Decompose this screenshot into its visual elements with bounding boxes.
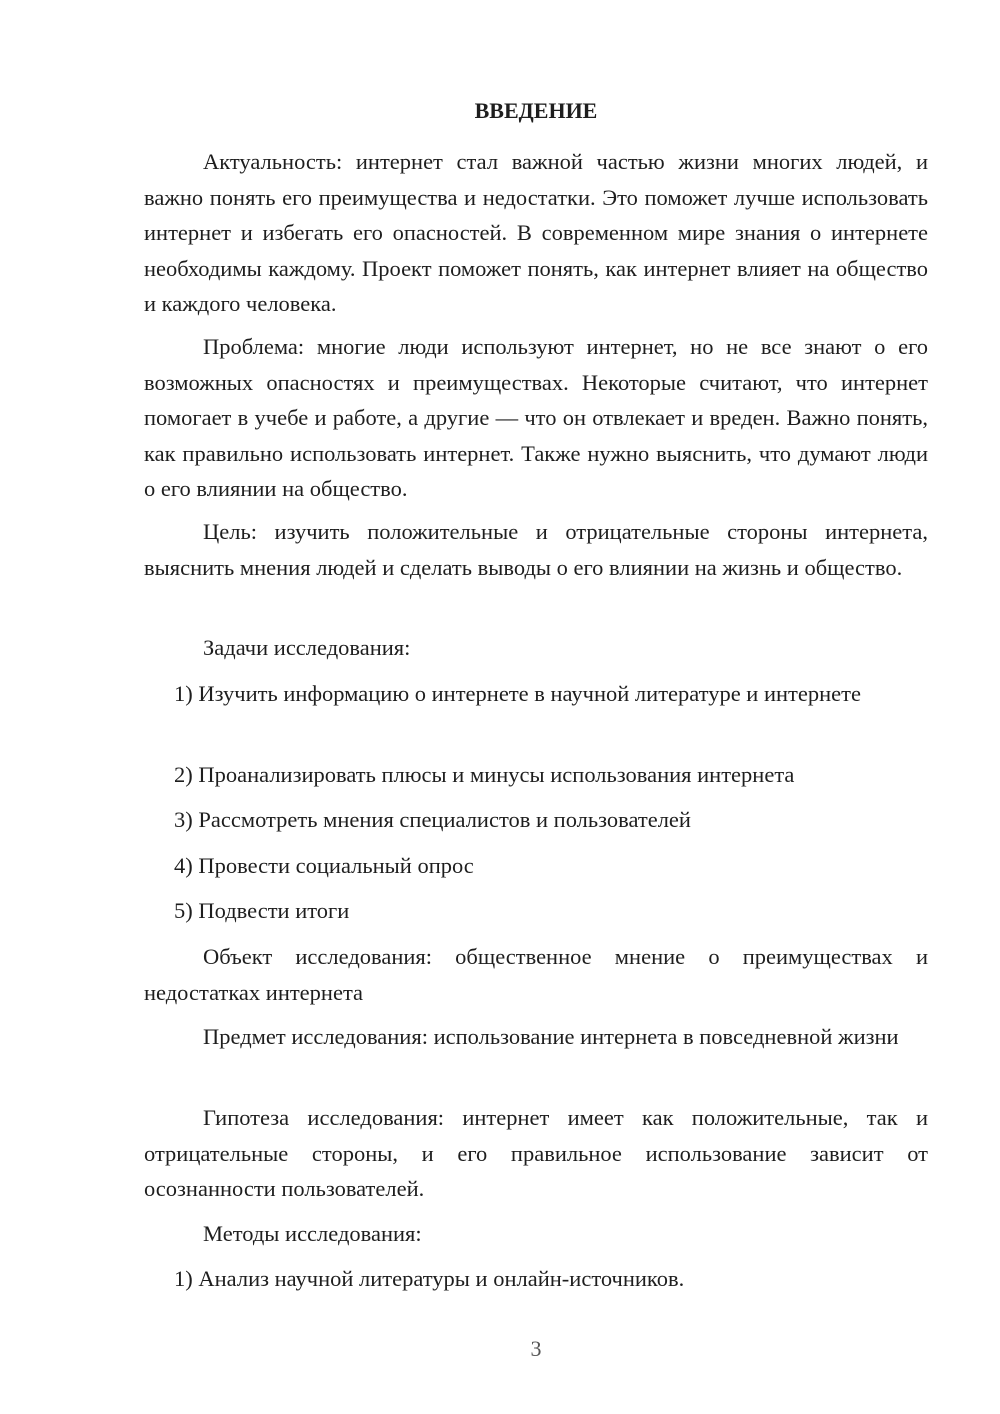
method-item-1: 1) Анализ научной литературы и онлайн-источников. xyxy=(174,1266,685,1291)
section-title: ВВЕДЕНИЕ xyxy=(474,98,598,123)
goal-paragraph: Цель: изучить положительные и отрицательные стороны интернета, выяснить мнения людей и сделать выводы о его влиянии на жизнь и общество. xyxy=(144,519,928,580)
subject-paragraph: Предмет исследования: использование интернета в повседневной жизни xyxy=(203,1024,899,1049)
object-paragraph: Объект исследования: общественное мнение о преимуществах и недостатках интернета xyxy=(144,944,928,1005)
problem-paragraph: Проблема: многие люди используют интернет, но не все знают о его возможных опасностях и преимуществах. Некоторые считают, что интернет помогает в учебе и работе, а другие — что он отвлекает и вреден. Важно понять, как правильно использовать интернет. Также нужно выяснить, что думают люди о его влиянии на общество. xyxy=(144,334,928,501)
methods-heading: Методы исследования: xyxy=(203,1221,422,1246)
task-item-4: 4) Провести социальный опрос xyxy=(174,853,474,878)
page-number: 3 xyxy=(530,1336,542,1361)
task-item-5: 5) Подвести итоги xyxy=(174,898,350,923)
relevance-paragraph: Актуальность: интернет стал важной частью жизни многих людей, и важно понять его преимущества и недостатки. Это поможет лучше использовать интернет и избегать его опасностей. В современном мире знания о интернете необходимы каждому. Проект поможет понять, как интернет влияет на общество и каждого человека. xyxy=(144,149,928,316)
tasks-heading: Задачи исследования: xyxy=(203,635,411,660)
task-item-2: 2) Проанализировать плюсы и минусы использования интернета xyxy=(174,762,795,787)
hypothesis-paragraph: Гипотеза исследования: интернет имеет как положительные, так и отрицательные стороны, и его правильное использование зависит от осознанности пользователей. xyxy=(144,1105,928,1201)
task-item-1: 1) Изучить информацию о интернете в научной литературе и интернете xyxy=(174,681,861,706)
task-item-3: 3) Рассмотреть мнения специалистов и пользователей xyxy=(174,807,691,832)
